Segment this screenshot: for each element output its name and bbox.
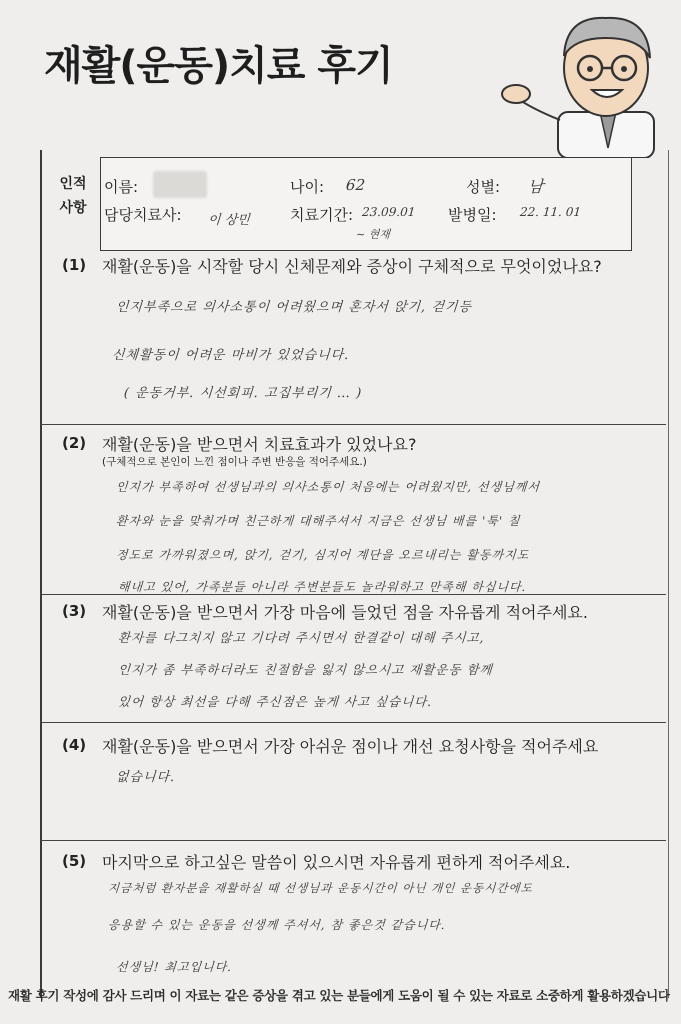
answer-5-line-3: 선생님! 최고입니다. <box>115 960 233 974</box>
question-2-number: (2) <box>62 434 87 452</box>
question-2-subtext: (구체적으로 본인이 느낀 점이나 주변 반응을 적어주세요.) <box>102 456 367 468</box>
answer-3-line-1: 환자를 다그치지 않고 기다려 주시면서 한결같이 대해 주시고, <box>117 630 486 645</box>
answer-2-line-3: 정도로 가까워졌으며, 앉기, 걷기, 심지어 계단을 오르내리는 활동까지도 <box>115 548 530 562</box>
age-label: 나이: <box>290 178 325 196</box>
name-redacted <box>153 171 207 198</box>
answer-1-line-3: ( 운동거부. 시선회피. 고집부리기 … ) <box>123 386 363 401</box>
therapist-label: 담당치료사: <box>104 206 182 224</box>
doctor-mascot-illustration <box>500 8 678 158</box>
answer-3-line-2: 인지가 좀 부족하더라도 친절함을 잃지 않으시고 재활운동 함께 <box>117 662 494 677</box>
section-divider-2 <box>40 594 666 595</box>
answer-2-line-1: 인지가 부족하여 선생님과의 의사소통이 처음에는 어려웠지만, 선생님께서 <box>115 480 541 494</box>
question-2-text: 재활(운동)을 받으면서 치료효과가 있었나요? <box>102 435 417 454</box>
answer-1-line-1: 인지부족으로 의사소통이 어려웠으며 혼자서 앉기, 걷기등 <box>115 300 473 315</box>
answer-1-line-2: 신체활동이 어려운 마비가 있었습니다. <box>111 348 350 363</box>
personal-info-side-label: 인적 사항 <box>59 176 87 216</box>
footer-note: 재활 후기 작성에 감사 드리며 이 자료는 같은 증상을 겪고 있는 분들에게 도움이 될 수 있는 자료로 소중하게 활용하겠습니다 <box>8 988 670 1003</box>
question-1-text: 재활(운동)을 시작할 당시 신체문제와 증상이 구체적으로 무엇이었나요? <box>102 257 602 276</box>
sex-value: 남 <box>527 177 545 196</box>
question-4-number: (4) <box>62 736 87 754</box>
period-label: 치료기간: <box>290 206 354 224</box>
onset-label: 발병일: <box>448 206 497 224</box>
age-value: 62 <box>345 176 366 194</box>
question-5-text: 마지막으로 하고싶은 말씀이 있으시면 자유롭게 편하게 적어주세요. <box>102 853 571 872</box>
period-value-start: 23.09.01 <box>361 205 416 219</box>
answer-5-line-2: 응용할 수 있는 운동을 선생께 주셔서, 참 좋은것 같습니다. <box>107 918 447 932</box>
answer-3-line-3: 있어 항상 최선을 다해 주신점은 높게 사고 싶습니다. <box>117 694 433 709</box>
therapist-value: 이 상민 <box>207 213 251 228</box>
answer-5-line-1: 지금처럼 환자분을 재활하실 때 선생님과 운동시간이 아닌 개인 운동시간에도 <box>107 881 534 895</box>
question-3-text: 재활(운동)을 받으면서 가장 마음에 들었던 점을 자유롭게 적어주세요. <box>102 603 588 622</box>
question-1-number: (1) <box>62 256 87 274</box>
section-divider-1 <box>40 424 666 425</box>
answer-4-line-1: 없습니다. <box>115 770 176 785</box>
question-4-text: 재활(운동)을 받으면서 가장 아쉬운 점이나 개선 요청사항을 적어주세요 <box>102 737 599 756</box>
section-divider-3 <box>40 722 666 723</box>
onset-value: 22. 11. 01 <box>519 205 582 219</box>
page-title: 재활(운동)치료 후기 <box>44 43 393 89</box>
sex-label: 성별: <box>466 178 501 196</box>
question-3-number: (3) <box>62 602 87 620</box>
answer-2-line-4: 해내고 있어, 가족분들 아니라 주변분들도 놀라워하고 만족해 하십니다. <box>117 580 527 594</box>
period-value-end: ~ 현재 <box>355 228 391 241</box>
section-divider-4 <box>40 840 666 841</box>
name-label: 이름: <box>104 178 139 196</box>
question-5-number: (5) <box>62 852 87 870</box>
answer-2-line-2: 환자와 눈을 맞춰가며 친근하게 대해주셔서 지금은 선생님 배를 '툭' 칠 <box>115 514 521 528</box>
